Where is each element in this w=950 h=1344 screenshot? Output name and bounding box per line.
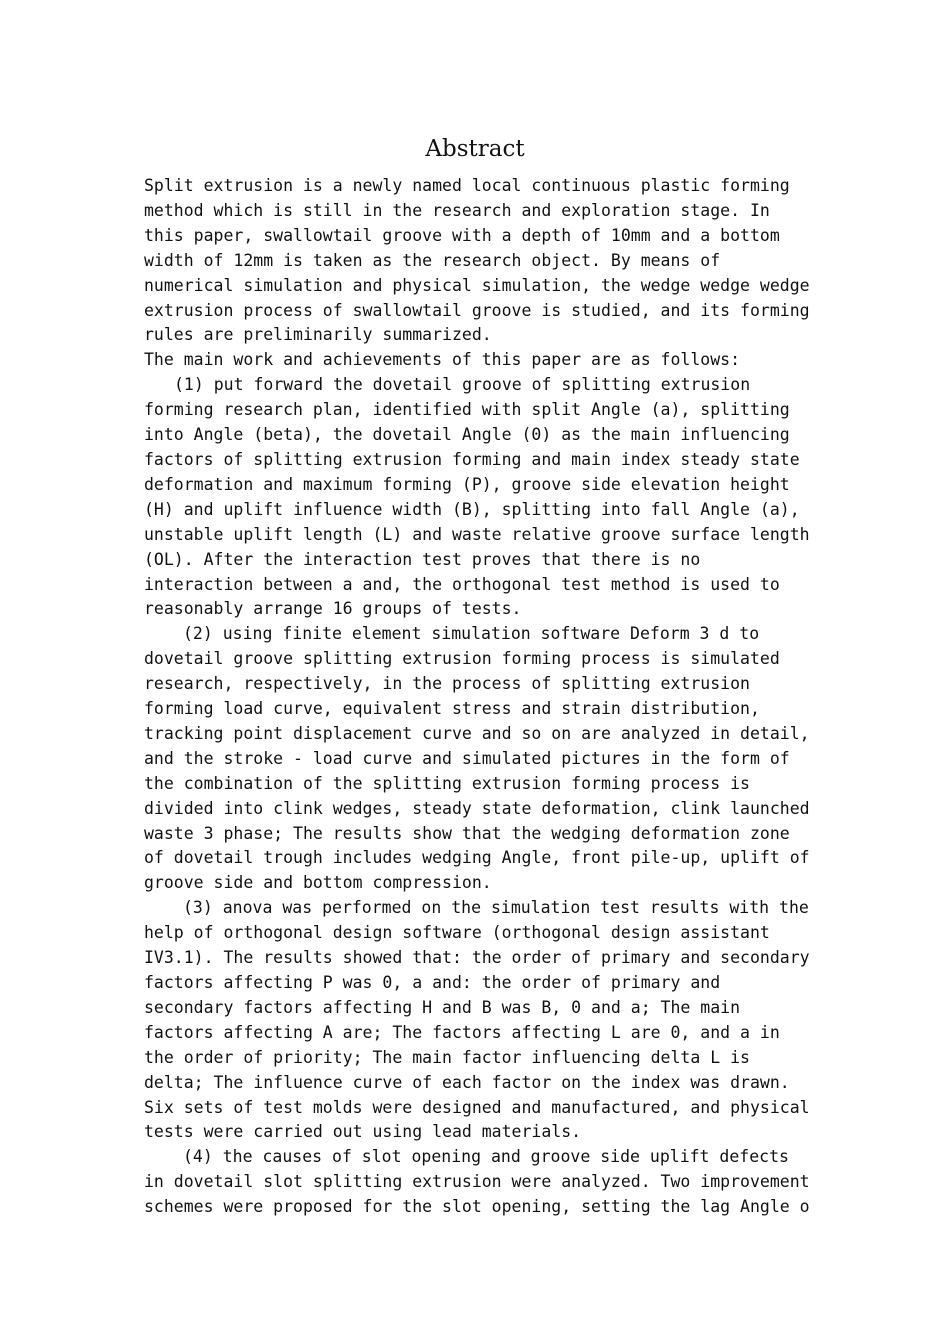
achievement-item-3: (3) anova was performed on the simulation test results with the help of orthogonal design software (orthogonal design assistant IV3.1). The results showed that: the order of primary and secondary factors affecting P was 0, a and: the order of primary and secondary factors affecting H and B was B, 0 and a; The main factors affecting A are; The factors affecting L are 0, and a in the order of priority; The main factor influencing delta L is delta; The influence curve of each factor on the index was drawn. Six sets of test molds were designed and manufactured, and physical tests were carried out using lead materials. xyxy=(144,898,820,1142)
abstract-body xyxy=(144,174,820,1220)
achievement-item-2: (2) using finite element simulation software Deform 3 d to dovetail groove splitting extrusion forming process is simulated research, respectively, in the process of splitting extrusion forming load curve, equivalent stress and strain distribution, tracking point displacement curve and so on are analyzed in detail, and the stroke - load curve and simulated pictures in the form of the combination of the splitting extrusion forming process is divided into clink wedges, steady state deformation, clink launched waste 3 phase; The results show that the wedging deformation zone of dovetail trough includes wedging Angle, front pile-up, uplift of groove side and bottom compression. xyxy=(144,624,820,893)
achievement-item-4: (4) the causes of slot opening and groove side uplift defects in dovetail slot splitting extrusion were analyzed. Two improvement schemes were proposed for the slot opening, setting the lag Angle o xyxy=(144,1147,820,1217)
main-work-heading: The main work and achievements of this paper are as follows: xyxy=(144,350,741,370)
achievement-item-1: (1) put forward the dovetail groove of splitting extrusion forming research plan, identified with split Angle (a), splitting into Angle (beta), the dovetail Angle (0) as the main influencing factors of splitting extrusion forming and main index steady state deformation and maximum forming (P), groove side elevation height (H) and uplift influence width (B), splitting into fall Angle (a), unstable uplift length (L) and waste relative groove surface length (OL). After the interaction test proves that there is no interaction between a and, the orthogonal test method is used to reasonably arrange 16 groups of tests. xyxy=(144,375,820,619)
intro-paragraph: Split extrusion is a newly named local continuous plastic forming method which is still in the research and exploration stage. In this paper, swallowtail groove with a depth of 10mm and a bottom width of 12mm is taken as the research object. By means of numerical simulation and physical simulation, the wedge wedge wedge extrusion process of swallowtail groove is studied, and its forming rules are preliminarily summarized. xyxy=(144,176,820,345)
abstract-title: Abstract xyxy=(425,136,525,162)
